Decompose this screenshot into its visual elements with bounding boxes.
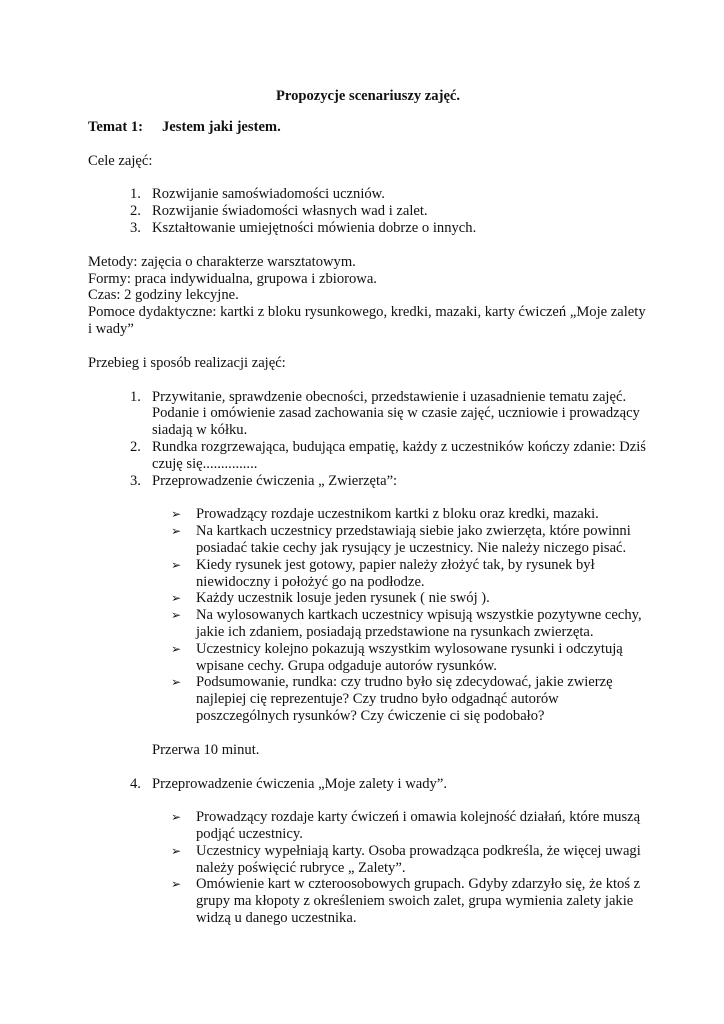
lesson-info: [88, 254, 648, 338]
exercise3-item: [88, 523, 648, 557]
step-number: 1.: [130, 388, 141, 405]
exercise3-text: Na kartkach uczestnicy przedstawiają siebie jako zwierzęta, które powinni posiadać takie cechy jak rysujący je uczestnicy. Nie należy niczego pisać.: [196, 523, 631, 556]
arrow-bullet-icon: ➢: [171, 641, 182, 656]
exercise4-text: Prowadzący rozdaje karty ćwiczeń i omawia kolejność działań, które muszą podjąć uczestnicy.: [196, 809, 641, 843]
document-page: [88, 88, 648, 944]
goal-number: 1.: [130, 186, 141, 203]
arrow-bullet-icon: ➢: [171, 843, 182, 858]
pause-note: Przerwa 10 minut.: [152, 741, 260, 758]
course-heading: Przebieg i sposób realizacji zajęć:: [88, 354, 286, 371]
step-item: [88, 389, 648, 439]
step4-list: [88, 776, 648, 793]
exercise3-text: Na wylosowanych kartkach uczestnicy wpisują wszystkie pozytywne cechy, jakie ich zdaniem, posiadają przedstawione na rysunkach zwierzęta.: [196, 607, 642, 640]
step-text: Przeprowadzenie ćwiczenia „ Zwierzęta”:: [152, 472, 398, 489]
aids-line: Pomoce dydaktyczne: kartki z bloku rysunkowego, kredki, mazaki, karty ćwiczeń „Moje zalety i wady”: [88, 304, 646, 337]
step-number: 2.: [130, 438, 141, 455]
arrow-bullet-icon: ➢: [171, 507, 182, 522]
arrow-bullet-icon: ➢: [171, 591, 182, 606]
topic-heading: [88, 119, 648, 136]
arrow-bullet-icon: ➢: [171, 557, 182, 572]
methods-line: Metody: zajęcia o charakterze warsztatowym.: [88, 253, 356, 270]
goal-item: [88, 220, 648, 237]
goal-item: [88, 186, 648, 203]
step-text: Przywitanie, sprawdzenie obecności, przedstawienie i uzasadnienie tematu zajęć. Podanie i omówienie zasad zachowania się w czasie zajęć, uczniowie i prowadzący siadają w kółku.: [152, 388, 640, 439]
exercise4-item: [88, 809, 648, 843]
arrow-bullet-icon: ➢: [171, 524, 182, 539]
exercise4-text: Uczestnicy wypełniają karty. Osoba prowadząca podkreśla, że więcej uwagi należy poświęcić rubryce „ Zalety”.: [196, 842, 641, 876]
exercise3-item: [88, 674, 648, 724]
time-line: Czas: 2 godziny lekcyjne.: [88, 287, 239, 304]
exercise3-text: Prowadzący rozdaje uczestnikom kartki z bloku oraz kredki, mazaki.: [196, 506, 599, 523]
goal-text: Kształtowanie umiejętności mówienia dobrze o innych.: [152, 219, 477, 236]
goal-item: [88, 203, 648, 220]
exercise3-list: [88, 506, 648, 724]
steps-list: [88, 389, 648, 490]
topic-text: Jestem jaki jestem.: [162, 118, 281, 135]
step-number: 3.: [130, 472, 141, 489]
exercise3-item: [88, 557, 648, 591]
step-text: Rundka rozgrzewająca, budująca empatię, każdy z uczestników kończy zdanie: Dziś czuję się...............: [152, 438, 646, 472]
goal-text: Rozwijanie świadomości własnych wad i zalet.: [152, 203, 428, 220]
goal-text: Rozwijanie samoświadomości uczniów.: [152, 186, 385, 203]
exercise3-text: Uczestnicy kolejno pokazują wszystkim wylosowane rysunki i odczytują wpisane cechy. Grupa odgaduje autorów rysunków.: [196, 640, 623, 674]
step-text: Przeprowadzenie ćwiczenia „Moje zalety i wady”.: [152, 775, 447, 792]
step-number: 4.: [130, 775, 141, 792]
step-item: [88, 473, 648, 490]
exercise3-item: [88, 607, 648, 641]
arrow-bullet-icon: ➢: [171, 608, 182, 623]
goal-number: 3.: [130, 219, 141, 236]
step-item: [88, 776, 648, 793]
exercise4-list: [88, 809, 648, 927]
arrow-bullet-icon: ➢: [171, 810, 182, 825]
exercise3-item: [88, 506, 648, 523]
exercise4-item: [88, 876, 648, 926]
exercise3-text: Każdy uczestnik losuje jeden rysunek ( nie swój ).: [196, 590, 490, 607]
exercise4-text: Omówienie kart w czteroosobowych grupach. Gdyby zdarzyło się, że ktoś z grupy ma kłopoty z określeniem swoich zalet, grupa wymienia zalety jakie widzą u danego uczestnika.: [196, 876, 641, 927]
step-item: [88, 439, 648, 473]
goals-heading: Cele zajęć:: [88, 152, 153, 169]
exercise3-item: [88, 641, 648, 675]
topic-label: Temat 1:: [88, 118, 143, 135]
document-title: Propozycje scenariuszy zajęć.: [275, 88, 461, 104]
exercise3-text: Kiedy rysunek jest gotowy, papier należy złożyć tak, by rysunek był niewidoczny i położyć go na podłodze.: [196, 556, 595, 590]
forms-line: Formy: praca indywidualna, grupowa i zbiorowa.: [88, 270, 377, 287]
goal-number: 2.: [130, 203, 141, 220]
goals-list: [88, 186, 648, 236]
arrow-bullet-icon: ➢: [171, 877, 182, 892]
arrow-bullet-icon: ➢: [171, 675, 182, 690]
exercise4-item: [88, 843, 648, 877]
exercise3-item: [88, 590, 648, 607]
exercise3-text: Podsumowanie, rundka: czy trudno było się zdecydować, jakie zwierzę najlepiej cię reprezentuje? Czy trudno było odgadnąć autorów poszczególnych rysunków? Czy ćwiczenie ci się podobało?: [196, 674, 613, 724]
